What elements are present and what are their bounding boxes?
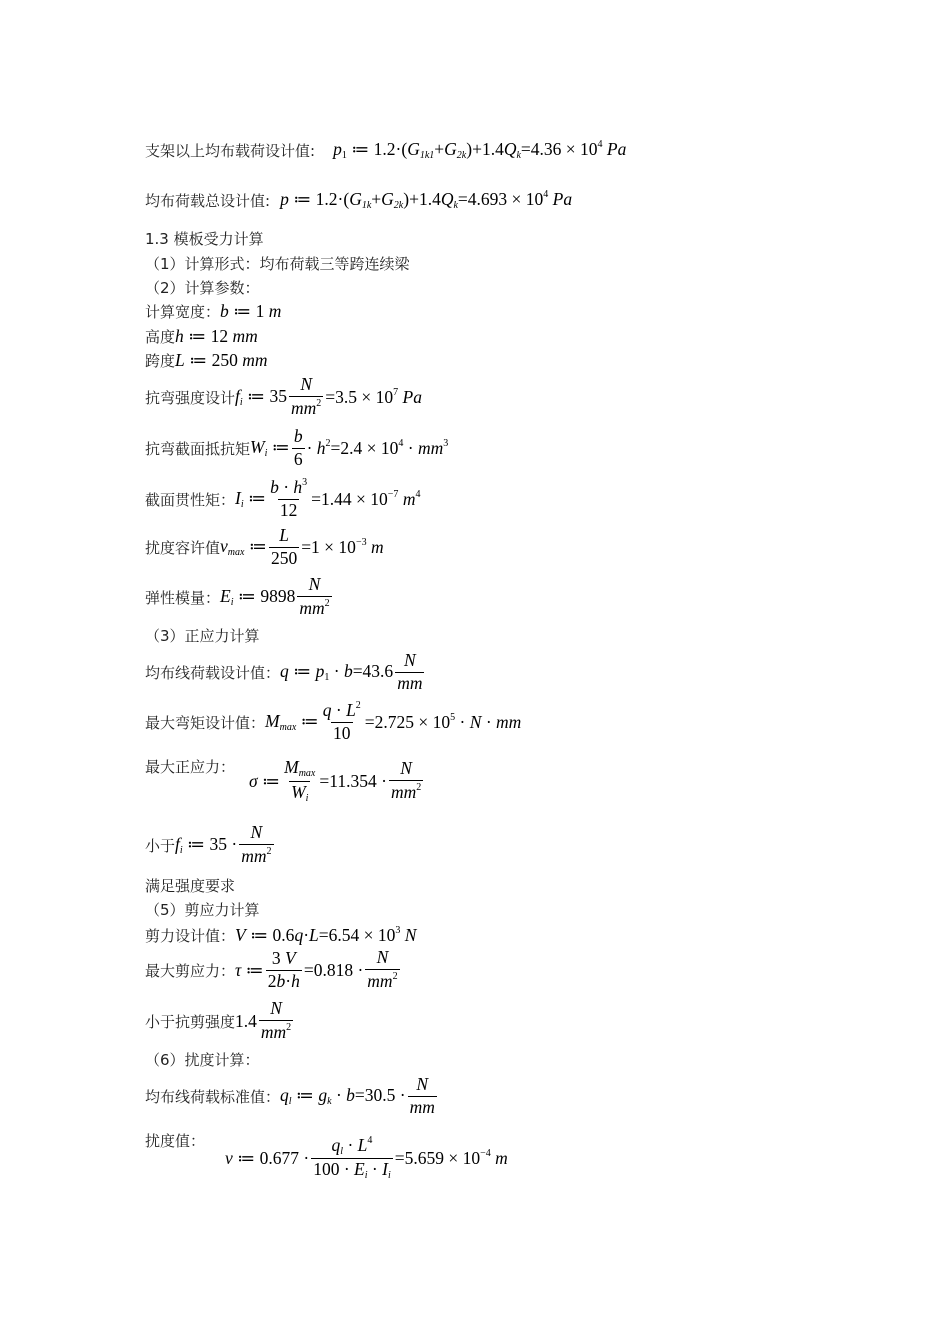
sigma-line: 最大正应力： σ ≔ $\frac{M_{max}}{W_i}$ =11.354 · $\frac{N}{mm^2}$	[145, 757, 422, 804]
height-line: 高度 h ≔ 12 mm	[145, 325, 258, 346]
mmax-line: 最大弯矩设计值： $M_{max}$ ≔ $\frac{q \cdot L^2}{10}$ $=2.725 \times 10^5 \cdot N$ · mm	[145, 700, 522, 743]
ei-line: 弹性模量： $E_i$ ≔ 9898 $\frac{N}{mm^2}$	[145, 574, 330, 618]
p1-line	[145, 135, 626, 165]
less-fi-line: 小于 $f_i$ ≔ 35 · $\frac{N}{mm^2}$	[145, 822, 272, 866]
strength-ok: 满足强度要求	[145, 876, 236, 895]
item-3: （3）正应力计算	[145, 626, 260, 645]
vmax-line: 扰度容许值 $v_{max}$ ≔ $\frac{L}{250}$ $=1 \times 10^{-3}$ m	[145, 524, 384, 568]
tau-line: 最大剪应力： τ ≔ $\frac{3 V}{2b\cdot h}$ =0.818 · $\frac{N}{mm^2}$	[145, 947, 398, 991]
p-line	[145, 185, 572, 215]
item-2: （2）计算参数：	[145, 278, 260, 297]
shear-line: 小于抗剪强度 1.4 $\frac{N}{mm^2}$	[145, 998, 292, 1042]
section-heading: 1.3 模板受力计算	[145, 229, 264, 248]
p-label: 均布荷载总设计值:	[145, 191, 271, 210]
wi-line: 抗弯截面抵抗矩 $W_i$ ≔ $\frac{b}{6}$ · $h^2=2.4 \times 10^4 \cdot mm^3$	[145, 425, 449, 469]
ql-line: 均布线荷载标准值： $q_l$ ≔ $g_k \cdot b=30.5$ · $\frac{N}{mm}$	[145, 1073, 435, 1117]
item-6: （6）扰度计算：	[145, 1050, 260, 1069]
v-line: 剪力设计值： V ≔ $0.6q\cdot L=6.54 \times 10^3$ N	[145, 924, 417, 945]
p1-formula: $p_1$ ≔ $1.2\cdot(G_{1k1}+G_{2k})+1.4Q_k=4.36 \times 10^4$ Pa	[333, 139, 627, 161]
span-line: 跨度 L ≔ 250 mm	[145, 349, 268, 370]
ii-line: 截面贯性矩： $I_i$ ≔ $\frac{b \cdot h^3}{12}$ $=1.44 \times 10^{-7}$ $m^4$	[145, 477, 421, 520]
p1-label: 支架以上均布载荷设计值:	[145, 141, 316, 160]
fi-line: 抗弯强度设计 $f_i$ ≔ 35 $\frac{N}{mm^2}$ $=3.5 \times 10^7$ Pa	[145, 374, 422, 418]
item-5: （5）剪应力计算	[145, 900, 260, 919]
width-line: 计算宽度： b ≔ 1 m	[145, 300, 282, 321]
nu-line: 扰度值： v ≔ 0.677 · $\frac{q_l \cdot L^4}{100 \cdot E_i \cdot I_i}$ $=5.659 \times 10^{-4}$ m	[145, 1132, 508, 1181]
p-formula: p ≔ $1.2\cdot(G_{1k}+G_{2k})+1.4Q_k=4.693 \times 10^4$ Pa	[280, 189, 573, 211]
item-1: （1）计算形式：均布荷载三等跨连续梁	[145, 254, 410, 273]
q-line: 均布线荷载设计值： q ≔ $p_1 \cdot b=43.6$ $\frac{N}{mm}$	[145, 649, 423, 693]
